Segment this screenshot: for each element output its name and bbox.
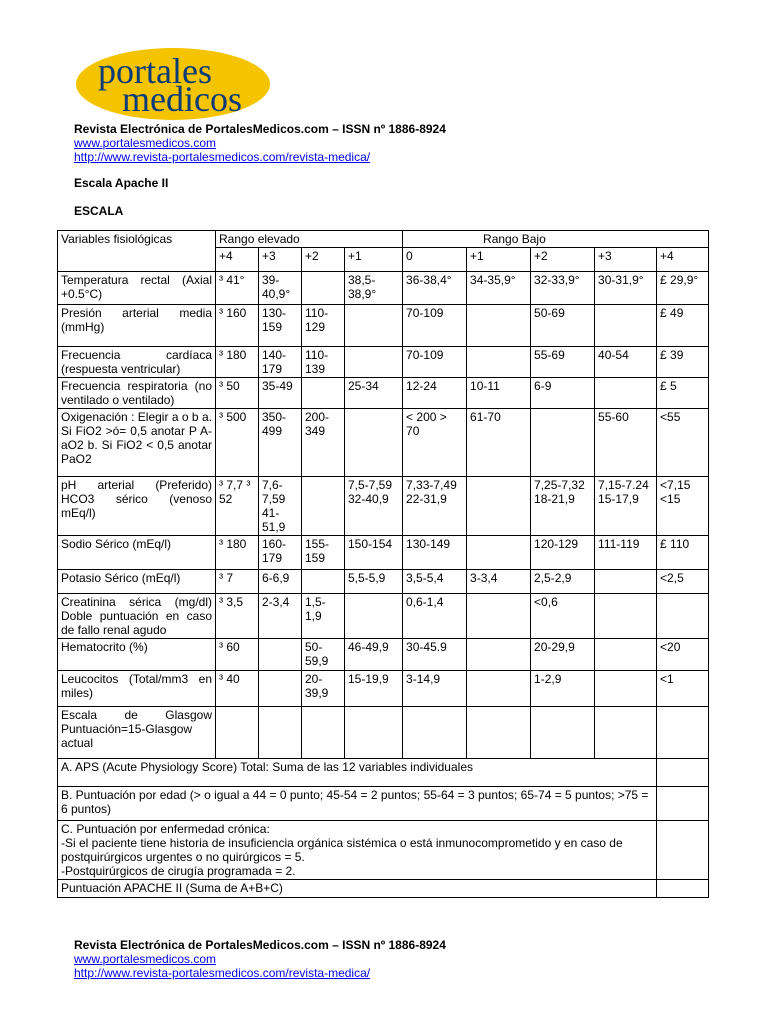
table-cell: 140-179 <box>259 347 302 378</box>
header-row <box>58 231 709 248</box>
table-cell <box>595 378 657 409</box>
score-header: +3 <box>259 248 302 272</box>
table-cell: 6-9 <box>531 378 595 409</box>
table-cell: 0,6-1,4 <box>403 594 467 639</box>
table-cell: 38,5-38,9° <box>345 272 403 305</box>
table-cell: 5,5-5,9 <box>345 570 403 594</box>
variable-cell: Escala de Glasgow Puntuación=15-Glasgow actual <box>58 707 216 759</box>
table-cell <box>403 707 467 759</box>
summary-row-c <box>58 821 709 880</box>
summary-row-b-text: B. Puntuación por edad (> o igual a 44 = 0 punto; 45-54 = 2 puntos; 55-64 = 3 puntos; 65-74 = 5 puntos; >75 = 6 puntos) <box>58 787 657 821</box>
table-row <box>58 347 709 378</box>
table-row <box>58 671 709 707</box>
table-cell: 130-159 <box>259 305 302 347</box>
table-cell: 120-129 <box>531 536 595 570</box>
table-row <box>58 378 709 409</box>
table-cell: ³ 7,7 ³ 52 <box>216 477 259 536</box>
logo-text-line1: portales <box>98 51 212 91</box>
table-cell: £ 39 <box>657 347 709 378</box>
table-cell <box>595 570 657 594</box>
footer-site-link[interactable]: www.portalesmedicos.com <box>74 952 217 966</box>
table-cell <box>467 594 531 639</box>
table-cell: 55-69 <box>531 347 595 378</box>
table-row <box>58 536 709 570</box>
table-cell: 110-129 <box>302 305 345 347</box>
summary-row-b <box>58 787 709 821</box>
table-cell: 7,6-7,59 41-51,9 <box>259 477 302 536</box>
table-cell: £ 110 <box>657 536 709 570</box>
total-row <box>58 880 709 898</box>
table-cell <box>595 594 657 639</box>
table-cell <box>467 347 531 378</box>
section-subtitle: ESCALA <box>74 204 124 218</box>
table-cell: ³ 160 <box>216 305 259 347</box>
table-cell: 10-11 <box>467 378 531 409</box>
table-cell: £ 49 <box>657 305 709 347</box>
variable-cell: Hematocrito (%) <box>58 639 216 671</box>
table-cell: ³ 40 <box>216 671 259 707</box>
table-cell: ³ 7 <box>216 570 259 594</box>
table-cell: 20-29,9 <box>531 639 595 671</box>
summary-row-c-text <box>58 821 657 880</box>
score-header: +2 <box>531 248 595 272</box>
table-cell: <7,15 <15 <box>657 477 709 536</box>
table-cell: 50-69 <box>531 305 595 347</box>
table-cell: <0,6 <box>531 594 595 639</box>
table-row <box>58 477 709 536</box>
table-cell: 32-33,9° <box>531 272 595 305</box>
table-cell <box>302 272 345 305</box>
table-cell: 15-19,9 <box>345 671 403 707</box>
table-cell: 350-499 <box>259 409 302 477</box>
variable-cell: Presión arterial media (mmHg) <box>58 305 216 347</box>
score-header: +1 <box>345 248 403 272</box>
summary-row-a <box>58 759 709 787</box>
table-cell: ³ 3,5 <box>216 594 259 639</box>
table-cell: 46-49,9 <box>345 639 403 671</box>
summary-row-c-score <box>657 821 709 880</box>
table-cell <box>302 378 345 409</box>
table-cell <box>259 671 302 707</box>
table-cell <box>345 347 403 378</box>
table-cell <box>467 639 531 671</box>
header-high-range: Rango elevado <box>216 231 403 248</box>
header-low-range: Rango Bajo <box>403 231 709 248</box>
table-cell: 3-3,4 <box>467 570 531 594</box>
table-cell <box>259 707 302 759</box>
header-variables: Variables fisiológicas <box>58 231 216 272</box>
table-cell: 7,25-7,32 18-21,9 <box>531 477 595 536</box>
table-cell: ³ 41° <box>216 272 259 305</box>
table-cell: 36-38,4° <box>403 272 467 305</box>
table-cell: 110-139 <box>302 347 345 378</box>
table-cell <box>467 536 531 570</box>
table-cell <box>531 409 595 477</box>
table-cell: < 200 > 70 <box>403 409 467 477</box>
table-cell: <2,5 <box>657 570 709 594</box>
table-cell <box>657 707 709 759</box>
variable-cell: Frecuencia cardíaca (respuesta ventricular) <box>58 347 216 378</box>
table-cell <box>345 594 403 639</box>
table-cell <box>345 305 403 347</box>
total-row-score <box>657 880 709 898</box>
table-row <box>58 639 709 671</box>
table-cell: 2-3,4 <box>259 594 302 639</box>
footer-journal-title: Revista Electrónica de PortalesMedicos.com – ISSN nº 1886-8924 <box>74 938 446 952</box>
variable-cell: Temperatura rectal (Axial +0.5°C) <box>58 272 216 305</box>
table-cell: 7,5-7,59 32-40,9 <box>345 477 403 536</box>
table-cell: 25-34 <box>345 378 403 409</box>
table-cell: <1 <box>657 671 709 707</box>
score-header: 0 <box>403 248 467 272</box>
table-cell: 1,5-1,9 <box>302 594 345 639</box>
table-cell <box>302 707 345 759</box>
variable-cell: Oxigenación : Elegir a o b a. Si FiO2 >ó= 0,5 anotar P A-aO2 b. Si FiO2 < 0,5 anotar PaO2 <box>58 409 216 477</box>
logo-text-line2: medicos <box>122 79 242 119</box>
table-cell: 30-45.9 <box>403 639 467 671</box>
variable-cell: Frecuencia respiratoria (no ventilado o ventilado) <box>58 378 216 409</box>
table-cell <box>259 639 302 671</box>
apache-ii-table <box>57 230 709 898</box>
table-cell: £ 5 <box>657 378 709 409</box>
score-header: +1 <box>467 248 531 272</box>
table-cell: 55-60 <box>595 409 657 477</box>
table-cell <box>467 477 531 536</box>
table-cell: 160-179 <box>259 536 302 570</box>
table-cell: ³ 50 <box>216 378 259 409</box>
table-cell: 20-39,9 <box>302 671 345 707</box>
variable-cell: Leucocitos (Total/mm3 en miles) <box>58 671 216 707</box>
table-cell: 155-159 <box>302 536 345 570</box>
table-cell <box>467 305 531 347</box>
score-header: +2 <box>302 248 345 272</box>
summary-row-a-text: A. APS (Acute Physiology Score) Total: Suma de las 12 variables individuales <box>58 759 657 787</box>
table-cell: 40-54 <box>595 347 657 378</box>
variable-cell: Potasio Sérico (mEq/l) <box>58 570 216 594</box>
table-cell <box>531 707 595 759</box>
variable-cell: Creatinina sérica (mg/dl) Doble puntuación en caso de fallo renal agudo <box>58 594 216 639</box>
table-cell: ³ 180 <box>216 536 259 570</box>
site-link[interactable]: www.portalesmedicos.com <box>74 136 217 150</box>
table-cell <box>595 639 657 671</box>
table-cell: ³ 60 <box>216 639 259 671</box>
table-cell <box>302 570 345 594</box>
score-header: +3 <box>595 248 657 272</box>
portalesmedicos-logo <box>76 48 270 120</box>
table-cell <box>595 305 657 347</box>
table-cell: 7,33-7,49 22-31,9 <box>403 477 467 536</box>
table-cell: <20 <box>657 639 709 671</box>
summary-c-line: -Si el paciente tiene historia de insuficiencia orgánica sistémica o está inmunocomprometido y en caso de postquirúrgicos urgentes o no quirúrgicos = 5. <box>61 836 623 864</box>
journal-title: Revista Electrónica de PortalesMedicos.com – ISSN nº 1886-8924 <box>74 122 446 136</box>
page-title: Escala Apache II <box>74 176 169 190</box>
variable-cell: pH arterial (Preferido) HCO3 sérico (venoso mEq/l) <box>58 477 216 536</box>
summary-c-line: C. Puntuación por enfermedad crónica: <box>61 822 270 836</box>
table-cell: 200-349 <box>302 409 345 477</box>
table-row <box>58 707 709 759</box>
table-cell <box>467 671 531 707</box>
score-header: +4 <box>657 248 709 272</box>
table-cell: 30-31,9° <box>595 272 657 305</box>
table-cell <box>595 707 657 759</box>
table-cell: 3-14,9 <box>403 671 467 707</box>
table-cell: 1-2,9 <box>531 671 595 707</box>
table-cell: 50-59,9 <box>302 639 345 671</box>
table-cell: 70-109 <box>403 305 467 347</box>
table-cell: 3,5-5,4 <box>403 570 467 594</box>
table-cell: £ 29,9° <box>657 272 709 305</box>
summary-row-a-score <box>657 759 709 787</box>
header-block <box>74 122 446 164</box>
table-row <box>58 409 709 477</box>
table-cell: 111-119 <box>595 536 657 570</box>
table-cell: <55 <box>657 409 709 477</box>
total-row-text: Puntuación APACHE II (Suma de A+B+C) <box>58 880 657 898</box>
table-cell <box>595 671 657 707</box>
summary-row-b-score <box>657 787 709 821</box>
table-cell <box>657 594 709 639</box>
footer-journal-link[interactable]: http://www.revista-portalesmedicos.com/revista-medica/ <box>74 966 371 980</box>
table-cell: 61-70 <box>467 409 531 477</box>
table-row <box>58 272 709 305</box>
journal-link[interactable]: http://www.revista-portalesmedicos.com/revista-medica/ <box>74 150 371 164</box>
table-cell: 12-24 <box>403 378 467 409</box>
table-row <box>58 570 709 594</box>
table-cell: ³ 500 <box>216 409 259 477</box>
table-cell <box>467 707 531 759</box>
table-cell: 6-6,9 <box>259 570 302 594</box>
table-row <box>58 594 709 639</box>
summary-c-line: -Postquirúrgicos de cirugía programada = 2. <box>61 864 296 878</box>
table-cell: 39-40,9° <box>259 272 302 305</box>
table-cell <box>345 409 403 477</box>
score-header: +4 <box>216 248 259 272</box>
table-cell <box>216 707 259 759</box>
table-cell <box>302 477 345 536</box>
table-row <box>58 305 709 347</box>
table-cell: 35-49 <box>259 378 302 409</box>
table-cell: 2,5-2,9 <box>531 570 595 594</box>
table-cell: 34-35,9° <box>467 272 531 305</box>
footer-block <box>74 938 446 980</box>
table-cell: 150-154 <box>345 536 403 570</box>
table-cell: 130-149 <box>403 536 467 570</box>
table-cell <box>345 707 403 759</box>
table-cell: 70-109 <box>403 347 467 378</box>
variable-cell: Sodio Sérico (mEq/l) <box>58 536 216 570</box>
table-cell: 7,15-7.24 15-17,9 <box>595 477 657 536</box>
table-cell: ³ 180 <box>216 347 259 378</box>
